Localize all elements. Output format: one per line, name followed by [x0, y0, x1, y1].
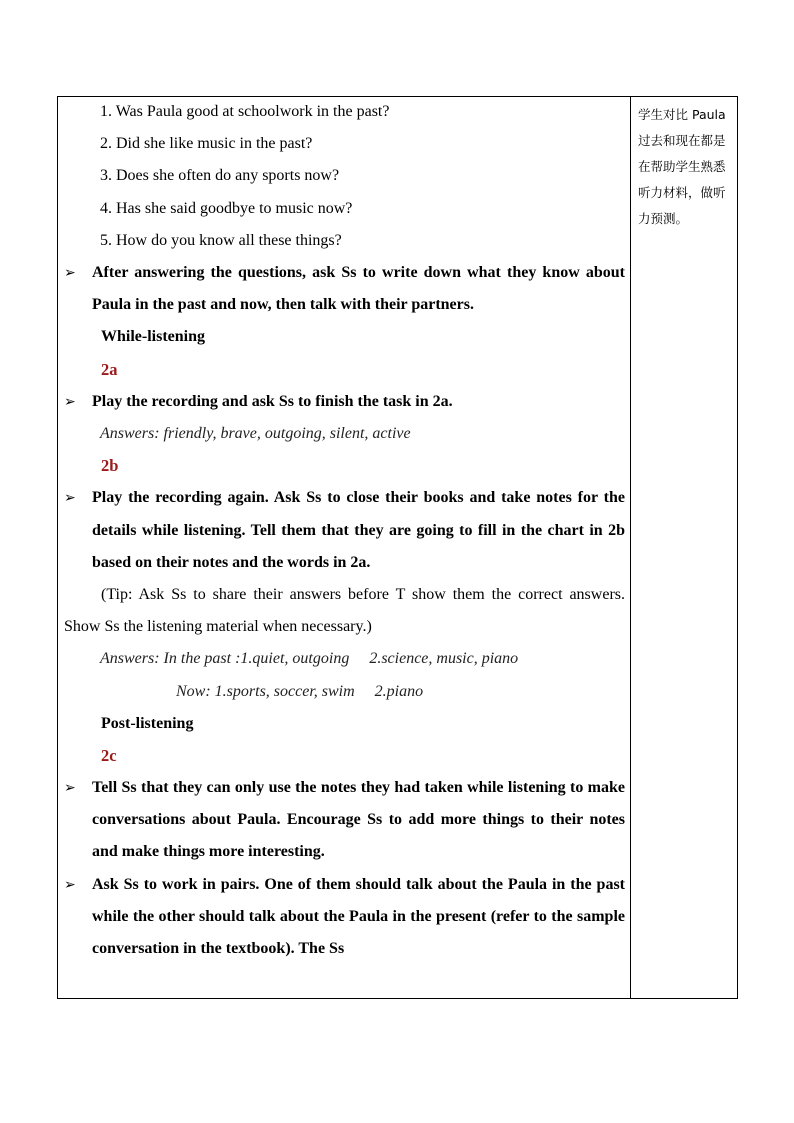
- procedure-cell: [64, 96, 625, 965]
- arrow-bullet-icon: ➢: [64, 490, 76, 507]
- question-1: 1. Was Paula good at schoolwork in the past?: [100, 103, 390, 120]
- section-2b: 2b: [101, 456, 119, 476]
- question-4: 4. Has she said goodbye to music now?: [100, 199, 353, 217]
- bullet-item: [64, 482, 625, 579]
- post-listening-heading: Post-listening: [101, 714, 194, 732]
- bullet-text: Play the recording and ask Ss to finish the task in 2a.: [92, 392, 453, 410]
- bullet-item: [64, 772, 625, 869]
- section-2c: 2c: [101, 745, 117, 765]
- bullet-text: Play the recording again. Ask Ss to close their books and take notes for the details while listening. Tell them that they are going to fill in the chart in 2b based on their notes and the words in 2a.: [92, 489, 625, 571]
- section-2a: 2a: [101, 359, 118, 379]
- arrow-bullet-icon: ➢: [64, 780, 76, 797]
- bullet-item: [64, 386, 625, 418]
- notes-cell: [638, 102, 732, 232]
- question-3: 3. Does she often do any sports now?: [100, 167, 340, 185]
- question-2: 2. Did she like music in the past?: [100, 135, 313, 153]
- side-note: 学生对比 Paula 过去和现在都是在帮助学生熟悉听力材料，做听力预测。: [638, 107, 726, 226]
- answers-2a: Answers: friendly, brave, outgoing, silent, active: [100, 424, 411, 442]
- bullet-text: Tell Ss that they can only use the notes they had taken while listening to make conversations about Paula. Encourage Ss to add more things to their notes and make things more interesting.: [92, 779, 625, 861]
- answers-2b-line2: Now: 1.sports, soccer, swim 2.piano: [176, 682, 424, 700]
- arrow-bullet-icon: ➢: [64, 264, 76, 281]
- bullet-text: Ask Ss to work in pairs. One of them should talk about the Paula in the past while the other should talk about the Paula in the present (refer to the sample conversation in the textbook). The Ss: [92, 875, 625, 958]
- arrow-bullet-icon: ➢: [64, 393, 76, 410]
- answers-2b-line1: Answers: In the past :1.quiet, outgoing 2.science, music, piano: [100, 650, 519, 668]
- tip-text: (Tip: Ask Ss to share their answers before T show them the correct answers. Show Ss the listening material when necessary.): [64, 585, 625, 636]
- column-divider: [630, 96, 631, 999]
- bullet-item: [64, 869, 625, 966]
- bullet-text: After answering the questions, ask Ss to write down what they know about Paula in the past and now, then talk with their partners.: [92, 263, 625, 314]
- while-listening-heading: While-listening: [101, 328, 206, 346]
- bullet-item: [64, 257, 625, 321]
- question-5: 5. How do you know all these things?: [100, 231, 342, 249]
- arrow-bullet-icon: ➢: [64, 876, 76, 893]
